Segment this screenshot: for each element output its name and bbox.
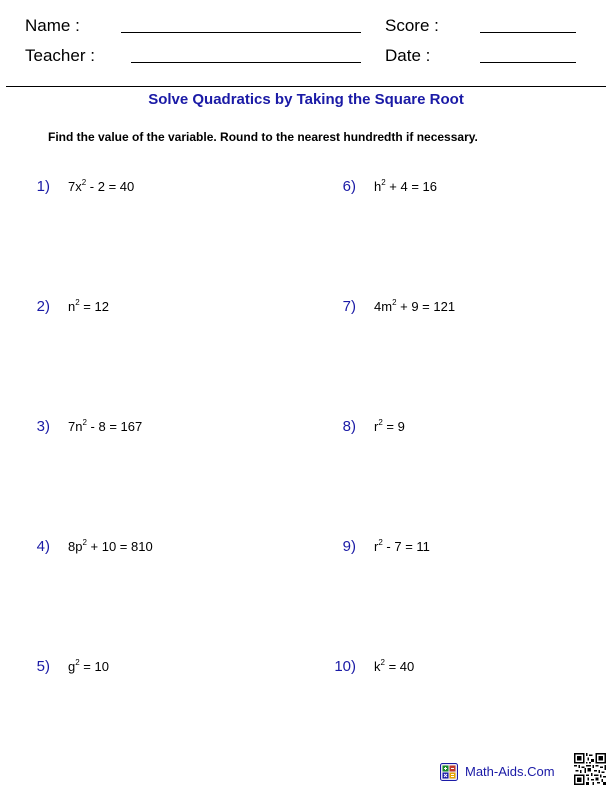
problem-number: 7) [342, 298, 356, 315]
problem-number: 6) [342, 178, 356, 195]
problem-7 [306, 298, 606, 322]
teacher-label: Teacher : [25, 46, 95, 65]
logo-text: Math-Aids.Com [465, 764, 555, 779]
name-line [121, 32, 361, 33]
problem-number: 4) [36, 538, 50, 555]
name-label: Name : [25, 16, 80, 35]
teacher-line [131, 62, 361, 63]
problem-equation: $h^2 + 4 = 16$ [374, 178, 438, 194]
problem-8 [306, 418, 606, 442]
problem-3 [0, 418, 300, 442]
problem-number: 2) [36, 298, 50, 315]
problem-equation: $7x^2 - 2 = 40$ [68, 178, 135, 194]
problem-4 [0, 538, 300, 562]
problem-equation: $n^2 = 12$ [68, 298, 109, 314]
problem-1 [0, 178, 300, 202]
problem-equation: $k^2 = 40$ [374, 658, 415, 674]
problem-equation: $4m^2 + 9 = 121$ [374, 298, 456, 314]
problem-number: 1) [36, 178, 50, 195]
problem-5 [0, 658, 300, 682]
score-line [480, 32, 576, 33]
score-label: Score : [385, 16, 439, 35]
problem-9 [306, 538, 606, 562]
date-line [480, 62, 576, 63]
problem-equation: $7n^2 - 8 = 167$ [68, 418, 143, 434]
problem-number: 3) [36, 418, 50, 435]
problem-number: 10) [334, 658, 356, 675]
instructions: Find the value of the variable. Round to the nearest hundredth if necessary. [48, 130, 478, 144]
date-label: Date : [385, 46, 431, 65]
header-divider [6, 86, 606, 87]
problem-equation: $r^2 = 9$ [374, 418, 405, 434]
problem-number: 5) [36, 658, 50, 675]
problem-6 [306, 178, 606, 202]
calculator-icon [440, 763, 458, 781]
problem-equation: $r^2 - 7 = 11$ [374, 538, 430, 554]
problem-number: 9) [342, 538, 356, 555]
qr-code-icon [574, 753, 606, 785]
problem-number: 8) [342, 418, 356, 435]
problem-2 [0, 298, 300, 322]
problem-equation: $8p^2 + 10 = 810$ [68, 538, 153, 554]
problem-equation: $g^2 = 10$ [68, 658, 109, 674]
worksheet-title: Solve Quadratics by Taking the Square Root [148, 91, 464, 108]
problem-10 [306, 658, 606, 682]
